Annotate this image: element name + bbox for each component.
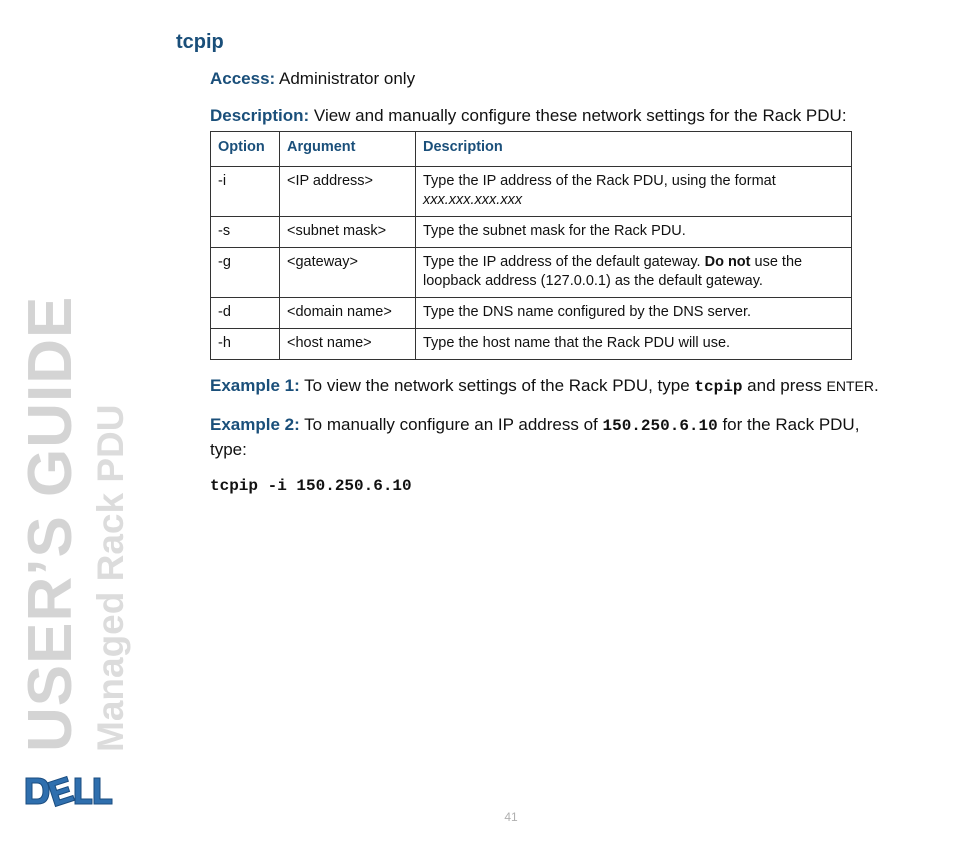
access-text: Administrator only bbox=[279, 69, 416, 88]
cell-option: -h bbox=[211, 329, 280, 360]
cell-argument: <gateway> bbox=[280, 248, 416, 298]
header-argument: Argument bbox=[280, 132, 416, 167]
cell-argument: <host name> bbox=[280, 329, 416, 360]
description-line bbox=[210, 104, 900, 127]
enter-key: ENTER bbox=[826, 378, 874, 394]
cell-description-before: Type the IP address of the default gateway. bbox=[423, 254, 705, 270]
options-table bbox=[210, 131, 852, 360]
ip-format: xxx.xxx.xxx.xxx bbox=[423, 192, 523, 208]
example-1-text-before: To view the network settings of the Rack PDU, type bbox=[299, 376, 695, 395]
example-1 bbox=[210, 374, 900, 399]
header-description: Description bbox=[416, 132, 852, 167]
sidebar-title: USER’S GUIDE bbox=[16, 295, 85, 752]
header-option: Option bbox=[211, 132, 280, 167]
table-row bbox=[211, 248, 852, 298]
cell-option: -s bbox=[211, 217, 280, 248]
cell-description-after: use the loopback address (127.0.0.1) as the default gateway. bbox=[423, 254, 803, 289]
dell-logo bbox=[24, 774, 114, 808]
cell-description bbox=[416, 248, 852, 298]
example-1-code: tcpip bbox=[694, 378, 743, 396]
sidebar-subtitle: Managed Rack PDU bbox=[90, 404, 131, 752]
example-2-text-after: for the Rack PDU, type: bbox=[210, 415, 860, 459]
example-1-label: Example 1: bbox=[210, 376, 300, 395]
cell-option: -i bbox=[211, 167, 280, 217]
cell-description: Type the subnet mask for the Rack PDU. bbox=[416, 217, 852, 248]
access-label: Access: bbox=[210, 69, 276, 88]
example-1-text-after: and press bbox=[742, 376, 827, 395]
cell-description bbox=[416, 167, 852, 217]
access-line bbox=[210, 67, 900, 90]
example-1-end: . bbox=[874, 376, 879, 395]
example-2-label: Example 2: bbox=[210, 415, 300, 434]
table-row bbox=[211, 329, 852, 360]
example-2-code: 150.250.6.10 bbox=[602, 417, 718, 435]
table-header-row bbox=[211, 132, 852, 167]
example-2-text-before: To manually configure an IP address of bbox=[299, 415, 603, 434]
cell-description-text: Type the IP address of the Rack PDU, using the format bbox=[423, 173, 776, 189]
cell-argument: <domain name> bbox=[280, 298, 416, 329]
description-label: Description: bbox=[210, 106, 310, 125]
page-number: 41 bbox=[504, 810, 518, 824]
content-area bbox=[210, 67, 900, 495]
cell-option: -g bbox=[211, 248, 280, 298]
cell-argument: <IP address> bbox=[280, 167, 416, 217]
example-2 bbox=[210, 413, 900, 461]
table-row bbox=[211, 298, 852, 329]
table-row bbox=[211, 217, 852, 248]
description-text: View and manually configure these network settings for the Rack PDU: bbox=[313, 106, 847, 125]
command-example: tcpip -i 150.250.6.10 bbox=[210, 477, 412, 495]
table-row bbox=[211, 167, 852, 217]
cell-description: Type the host name that the Rack PDU will use. bbox=[416, 329, 852, 360]
cell-description: Type the DNS name configured by the DNS server. bbox=[416, 298, 852, 329]
cell-argument: <subnet mask> bbox=[280, 217, 416, 248]
section-title: tcpip bbox=[176, 31, 224, 53]
cell-option: -d bbox=[211, 298, 280, 329]
cell-description-emphasis: Do not bbox=[704, 254, 751, 270]
